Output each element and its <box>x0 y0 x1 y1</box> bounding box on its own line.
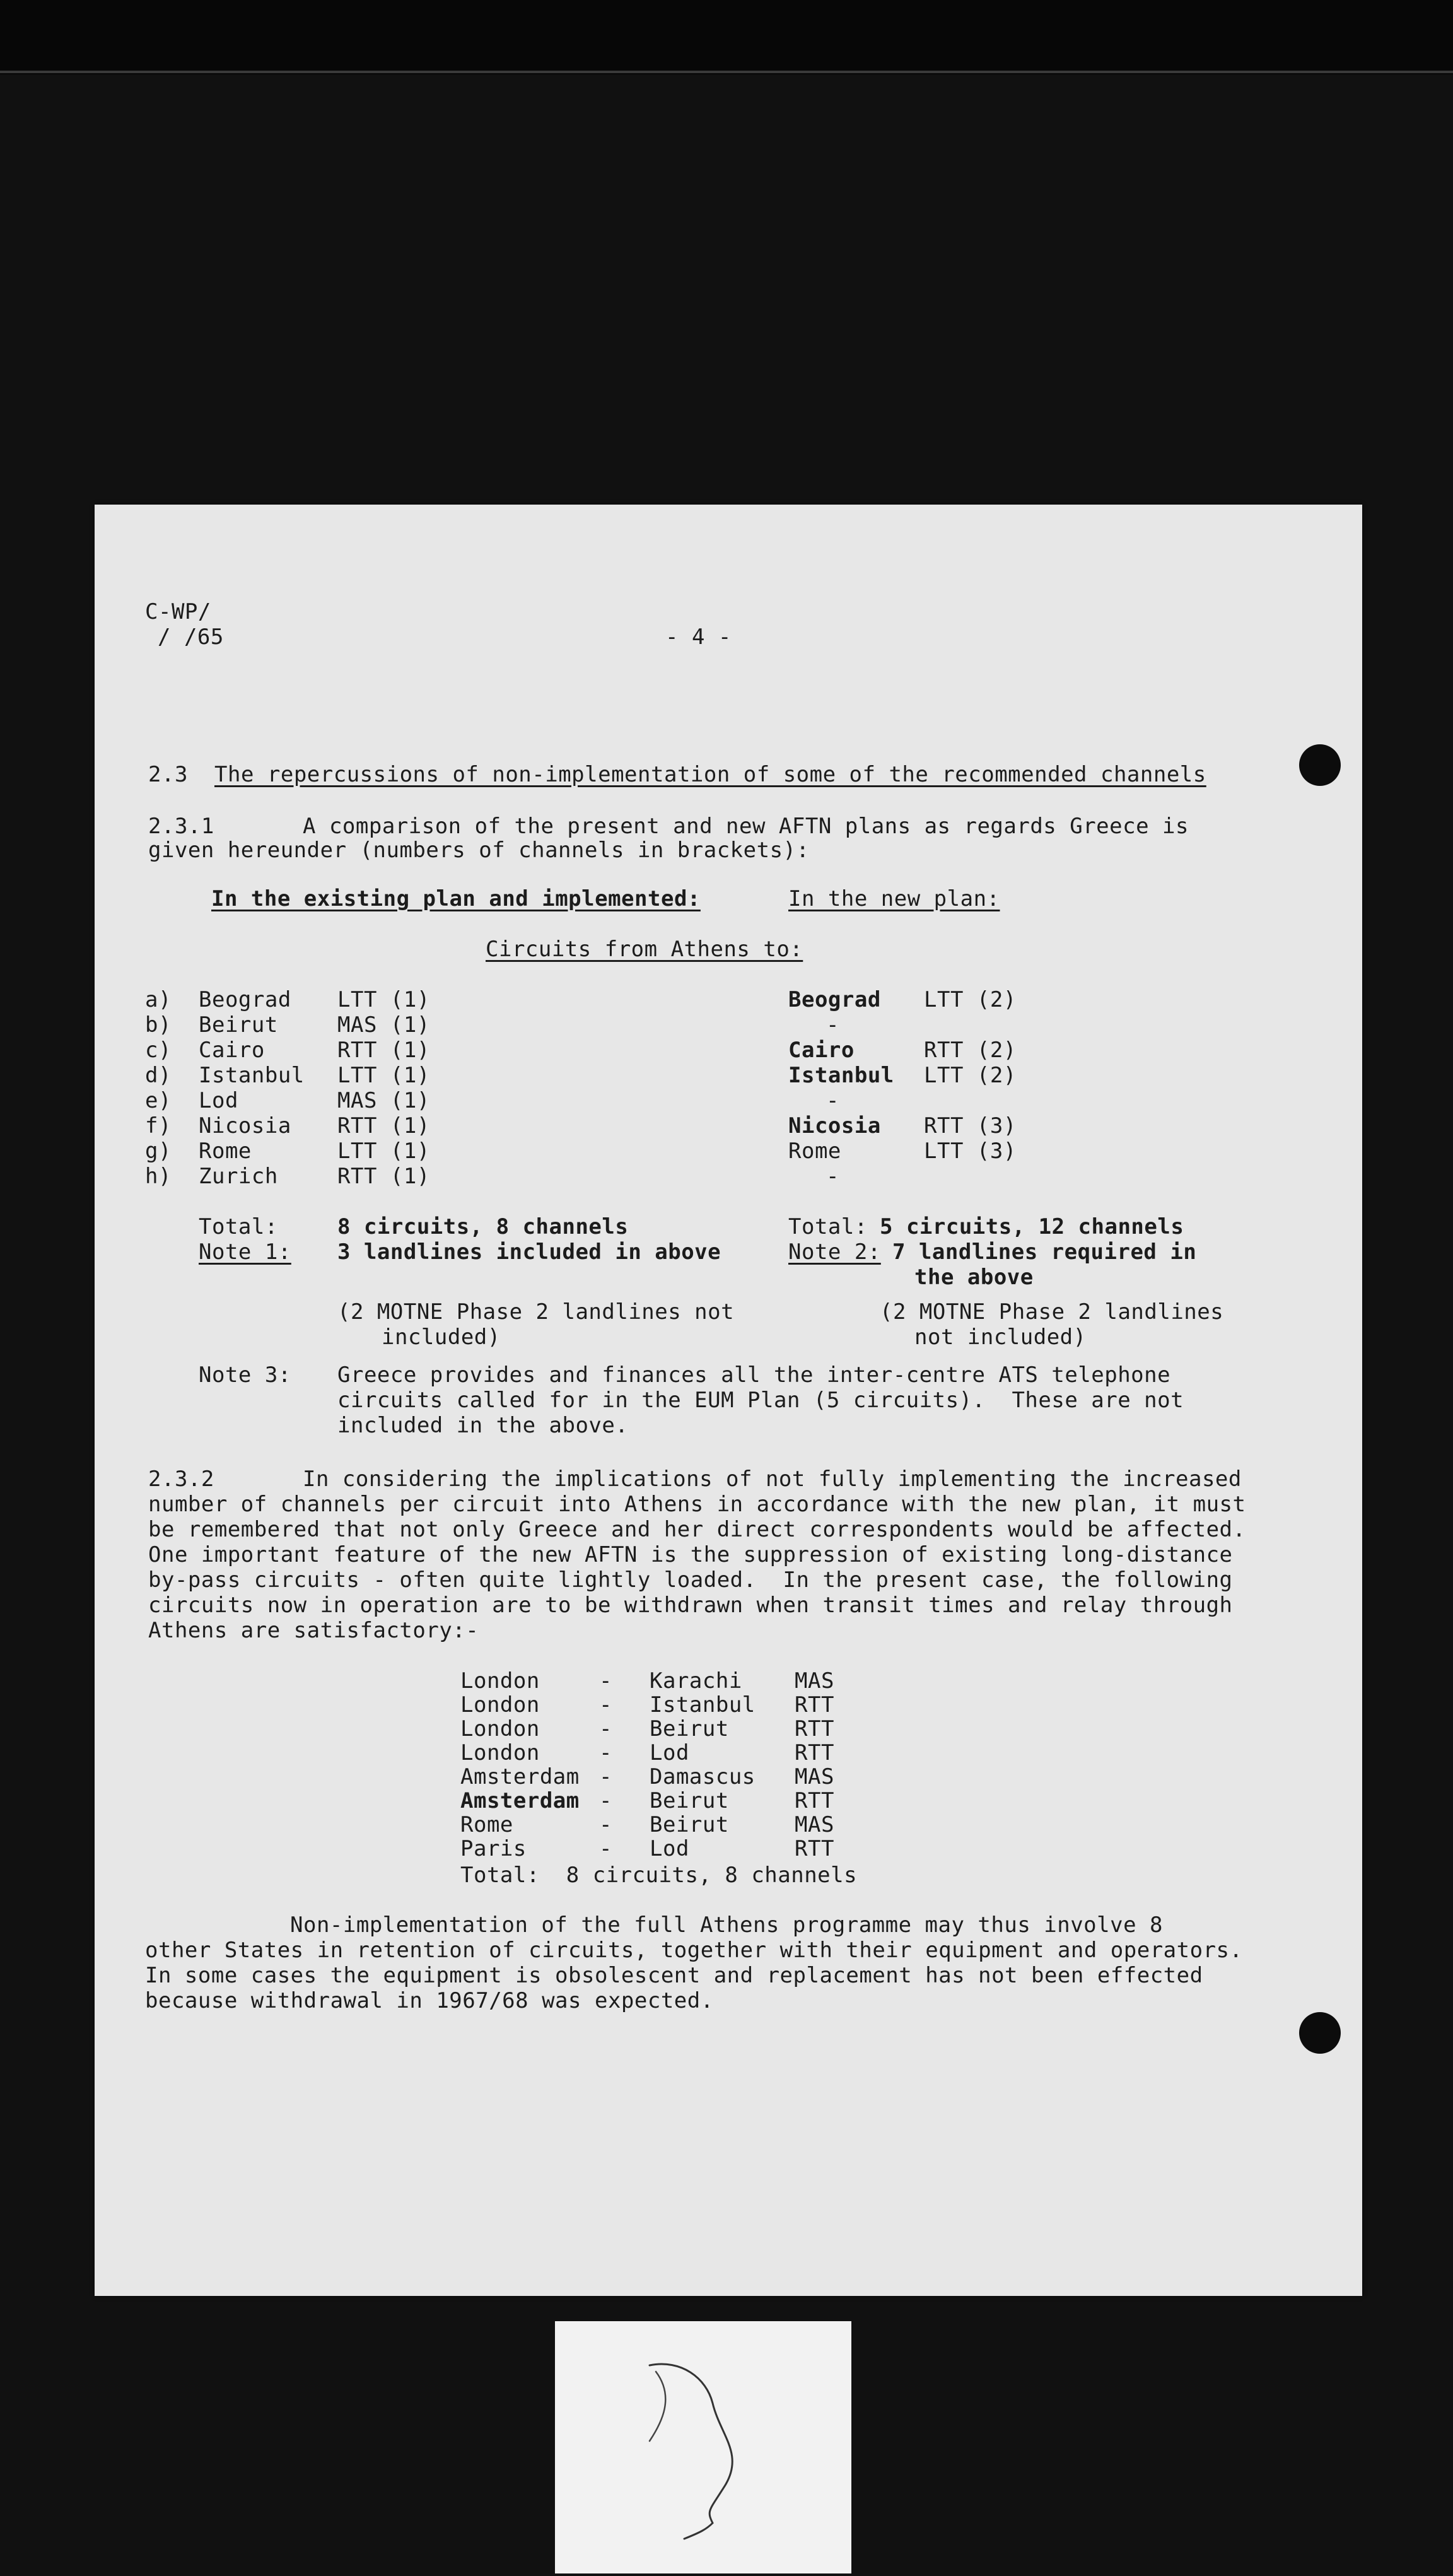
frame-card <box>555 2321 851 2573</box>
circuits-subheading: Circuits from Athens to: <box>486 937 803 962</box>
table-cell-type: RTT <box>795 1716 834 1742</box>
table-cell-to: Karachi <box>650 1668 742 1694</box>
para-231-number: 2.3.1 <box>148 814 214 839</box>
right-note-label: Note 2: <box>788 1239 881 1265</box>
final-para-line: other States in retention of circuits, together with their equipment and operators. <box>145 1938 1243 1963</box>
table-cell-to: Lod <box>650 1836 689 1861</box>
right-note-extra2: not included) <box>914 1325 1087 1350</box>
right-total-value: 5 circuits, 12 channels <box>880 1214 1184 1239</box>
table-cell-dash: - <box>599 1788 612 1813</box>
final-para-line: In some cases the equipment is obsolescent and replacement has not been effected <box>145 1963 1203 1988</box>
punch-hole-bottom <box>1299 2012 1341 2054</box>
list-item-city: Beograd <box>199 987 291 1012</box>
list-item-city: - <box>826 1088 839 1113</box>
table-cell-from: London <box>460 1692 540 1718</box>
table-cell-from: Paris <box>460 1836 527 1861</box>
list-item-city: Istanbul <box>788 1063 894 1088</box>
list-item-key: a) <box>145 987 172 1012</box>
list-item-city: - <box>826 1164 839 1189</box>
new-plan-heading: In the new plan: <box>788 886 1000 911</box>
table-cell-type: RTT <box>795 1836 834 1861</box>
table-cell-type: RTT <box>795 1788 834 1813</box>
doc-reference-line2: / /65 <box>158 624 224 650</box>
list-item-key: f) <box>145 1113 172 1139</box>
withdrawn-total: Total: 8 circuits, 8 channels <box>460 1863 858 1888</box>
list-item-city: Rome <box>788 1139 841 1164</box>
note3-line3: included in the above. <box>337 1413 629 1438</box>
section-title: The repercussions of non-implementation of some of the recommended channels <box>214 762 1206 787</box>
existing-plan-heading: In the existing plan and implemented: <box>211 886 701 911</box>
para-232-line: be remembered that not only Greece and her direct correspondents would be affected. <box>148 1517 1246 1542</box>
list-item-circuit: LTT (3) <box>924 1139 1017 1164</box>
table-cell-to: Lod <box>650 1740 689 1765</box>
list-item-city: Nicosia <box>788 1113 881 1139</box>
para-232-line: One important feature of the new AFTN is the suppression of existing long-distance <box>148 1542 1233 1567</box>
list-item-circuit: LTT (1) <box>337 1063 430 1088</box>
para-232-line: by-pass circuits - often quite lightly loaded. In the present case, the following <box>148 1567 1233 1593</box>
left-note-label: Note 1: <box>199 1239 291 1265</box>
list-item-city: Lod <box>199 1088 238 1113</box>
table-cell-type: MAS <box>795 1668 834 1694</box>
list-item-circuit: RTT (1) <box>337 1038 430 1063</box>
list-item-key: c) <box>145 1038 172 1063</box>
list-item-circuit: RTT (1) <box>337 1164 430 1189</box>
list-item-circuit: LTT (2) <box>924 987 1017 1012</box>
left-note-extra1: (2 MOTNE Phase 2 landlines not <box>337 1299 735 1325</box>
list-item-key: d) <box>145 1063 172 1088</box>
table-cell-from: London <box>460 1740 540 1765</box>
note3-line1: Greece provides and finances all the inter-centre ATS telephone <box>337 1362 1171 1388</box>
list-item-circuit: MAS (1) <box>337 1012 430 1038</box>
list-item-circuit: LTT (1) <box>337 1139 430 1164</box>
table-cell-to: Damascus <box>650 1764 756 1789</box>
table-cell-type: MAS <box>795 1812 834 1837</box>
list-item-circuit: RTT (3) <box>924 1113 1017 1139</box>
table-cell-dash: - <box>599 1668 612 1694</box>
film-edge-line <box>0 71 1453 73</box>
list-item-key: b) <box>145 1012 172 1038</box>
list-item-city: Nicosia <box>199 1113 291 1139</box>
table-cell-dash: - <box>599 1812 612 1837</box>
left-total-label: Total: <box>199 1214 278 1239</box>
list-item-key: h) <box>145 1164 172 1189</box>
film-top-band <box>0 0 1453 74</box>
final-para-line: because withdrawal in 1967/68 was expected. <box>145 1988 714 2013</box>
table-cell-dash: - <box>599 1764 612 1789</box>
list-item-circuit: LTT (1) <box>337 987 430 1012</box>
para-232-line: circuits now in operation are to be withdrawn when transit times and relay through <box>148 1593 1233 1618</box>
para-232-number: 2.3.2 <box>148 1467 214 1492</box>
table-cell-to: Beirut <box>650 1788 729 1813</box>
right-total-label: Total: <box>788 1214 868 1239</box>
list-item-city: - <box>826 1012 839 1038</box>
right-note-value2: the above <box>914 1265 1034 1290</box>
right-note-extra1: (2 MOTNE Phase 2 landlines <box>880 1299 1224 1325</box>
table-cell-dash: - <box>599 1740 612 1765</box>
list-item-city: Beograd <box>788 987 881 1012</box>
note3-line2: circuits called for in the EUM Plan (5 circuits). These are not <box>337 1388 1184 1413</box>
para-232-line: number of channels per circuit into Athens in accordance with the new plan, it must <box>148 1492 1246 1517</box>
note3-label: Note 3: <box>199 1362 291 1388</box>
document-page <box>95 505 1362 2296</box>
para-232-line: In considering the implications of not fully implementing the increased <box>303 1467 1242 1492</box>
table-cell-from: London <box>460 1716 540 1742</box>
right-note-value1: 7 landlines required in <box>892 1239 1197 1265</box>
table-cell-from: London <box>460 1668 540 1694</box>
page-number: - 4 - <box>665 624 732 650</box>
list-item-circuit: RTT (1) <box>337 1113 430 1139</box>
list-item-city: Cairo <box>788 1038 855 1063</box>
list-item-circuit: RTT (2) <box>924 1038 1017 1063</box>
list-item-circuit: MAS (1) <box>337 1088 430 1113</box>
table-cell-dash: - <box>599 1836 612 1861</box>
para-232-line: Athens are satisfactory:- <box>148 1618 479 1643</box>
table-cell-dash: - <box>599 1692 612 1718</box>
doc-reference-line1: C-WP/ <box>145 599 211 624</box>
list-item-city: Rome <box>199 1139 252 1164</box>
list-item-city: Istanbul <box>199 1063 305 1088</box>
table-cell-to: Istanbul <box>650 1692 756 1718</box>
handwritten-mark-icon <box>555 2321 851 2573</box>
table-cell-from: Rome <box>460 1812 513 1837</box>
table-cell-type: RTT <box>795 1692 834 1718</box>
table-cell-type: RTT <box>795 1740 834 1765</box>
list-item-circuit: LTT (2) <box>924 1063 1017 1088</box>
list-item-key: g) <box>145 1139 172 1164</box>
list-item-city: Zurich <box>199 1164 278 1189</box>
punch-hole-top <box>1299 744 1341 786</box>
list-item-city: Cairo <box>199 1038 265 1063</box>
table-cell-to: Beirut <box>650 1716 729 1742</box>
section-number: 2.3 <box>148 762 188 787</box>
left-total-value: 8 circuits, 8 channels <box>337 1214 629 1239</box>
table-cell-from: Amsterdam <box>460 1788 580 1813</box>
table-cell-from: Amsterdam <box>460 1764 580 1789</box>
left-note-value: 3 landlines included in above <box>337 1239 721 1265</box>
para-231-line2: given hereunder (numbers of channels in brackets): <box>148 838 810 863</box>
table-cell-type: MAS <box>795 1764 834 1789</box>
para-231-line1: A comparison of the present and new AFTN plans as regards Greece is <box>303 814 1189 839</box>
left-note-extra2: included) <box>382 1325 501 1350</box>
table-cell-dash: - <box>599 1716 612 1742</box>
list-item-city: Beirut <box>199 1012 278 1038</box>
list-item-key: e) <box>145 1088 172 1113</box>
final-para-line: Non-implementation of the full Athens programme may thus involve 8 <box>290 1912 1164 1938</box>
table-cell-to: Beirut <box>650 1812 729 1837</box>
